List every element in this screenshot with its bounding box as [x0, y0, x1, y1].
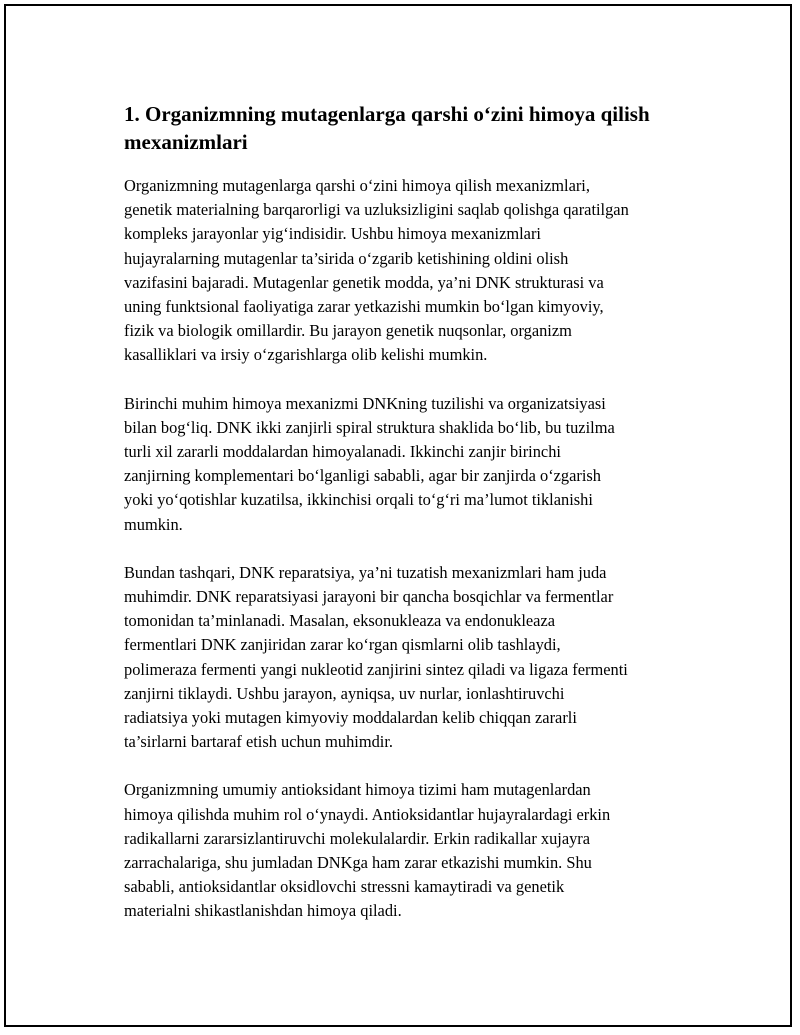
- section-heading: 1. Organizmning mutagenlarga qarshi o‘zini himoya qilish mexanizmlari: [124, 102, 650, 154]
- paragraph-3: Bundan tashqari, DNK reparatsiya, ya’ni tuzatish mexanizmlari ham juda muhimdir. DNK reparatsiyasi jarayoni bir qancha bosqichlar va fermentlar tomonidan ta’minlanadi. Masalan, eksonukleaza va endonukleaza fermentlari DNK zanjiridan zarar ko‘rgan qismlarni olib tashlaydi, polimeraza fermenti yangi nukleotid zanjirini sintez qiladi va ligaza fermenti zanjirni tiklaydi. Ushbu jarayon, ayniqsa, uv nurlar, ionlashtiruvchi radiatsiya yoki mutagen kimyoviy moddalardan kelib chiqqan zararli ta’sirlarni bartaraf etish uchun muhimdir.: [124, 562, 628, 752]
- paragraph-1: Organizmning mutagenlarga qarshi o‘zini himoya qilish mexanizmlari, genetik materialning barqarorligi va uzluksizligini saqlab qolishga qaratilgan kompleks jarayonlar yig‘indisidir. Ushbu himoya mexanizmlari hujayralarning mutagenlar ta’sirida o‘zgarib ketishining oldini olish vazifasini bajaradi. Mutagenlar genetik modda, ya’ni DNK strukturasi va uning funktsional faoliyatiga zarar yetkazishi mumkin bo‘lgan kimyoviy, fizik va biologik omillardir. Bu jarayon genetik nuqsonlar, organizm kasalliklari va irsiy o‘zgarishlarga olib kelishi mumkin.: [124, 176, 629, 365]
- paragraph-4: Organizmning umumiy antioksidant himoya tizimi ham mutagenlardan himoya qilishda muhim rol o‘ynaydi. Antioksidantlar hujayralardagi erkin radikallarni zararsizlantiruvchi molekulalardir. Erkin radikallar xujayra zarrachalariga, shu jumladan DNKga ham zarar etkazishi mumkin. Shu sababli, antioksidantlar oksidlovchi stressni kamaytiradi va genetik materialni shikastlanishdan himoya qiladi.: [124, 780, 611, 921]
- page-border: [4, 4, 792, 1027]
- document-body: [124, 100, 692, 948]
- paragraph-2: Birinchi muhim himoya mexanizmi DNKning tuzilishi va organizatsiyasi bilan bog‘liq. DNK ikki zanjirli spiral struktura shaklida bo‘lib, bu tuzilma turli xil zararli moddalardan himoyalanadi. Ikkinchi zanjir birinchi zanjirning komplementari bo‘lganligi sababli, agar bir zanjirda o‘zgarish yoki yo‘qotishlar kuzatilsa, ikkinchisi orqali to‘g‘ri ma’lumot tiklanishi mumkin.: [124, 393, 615, 534]
